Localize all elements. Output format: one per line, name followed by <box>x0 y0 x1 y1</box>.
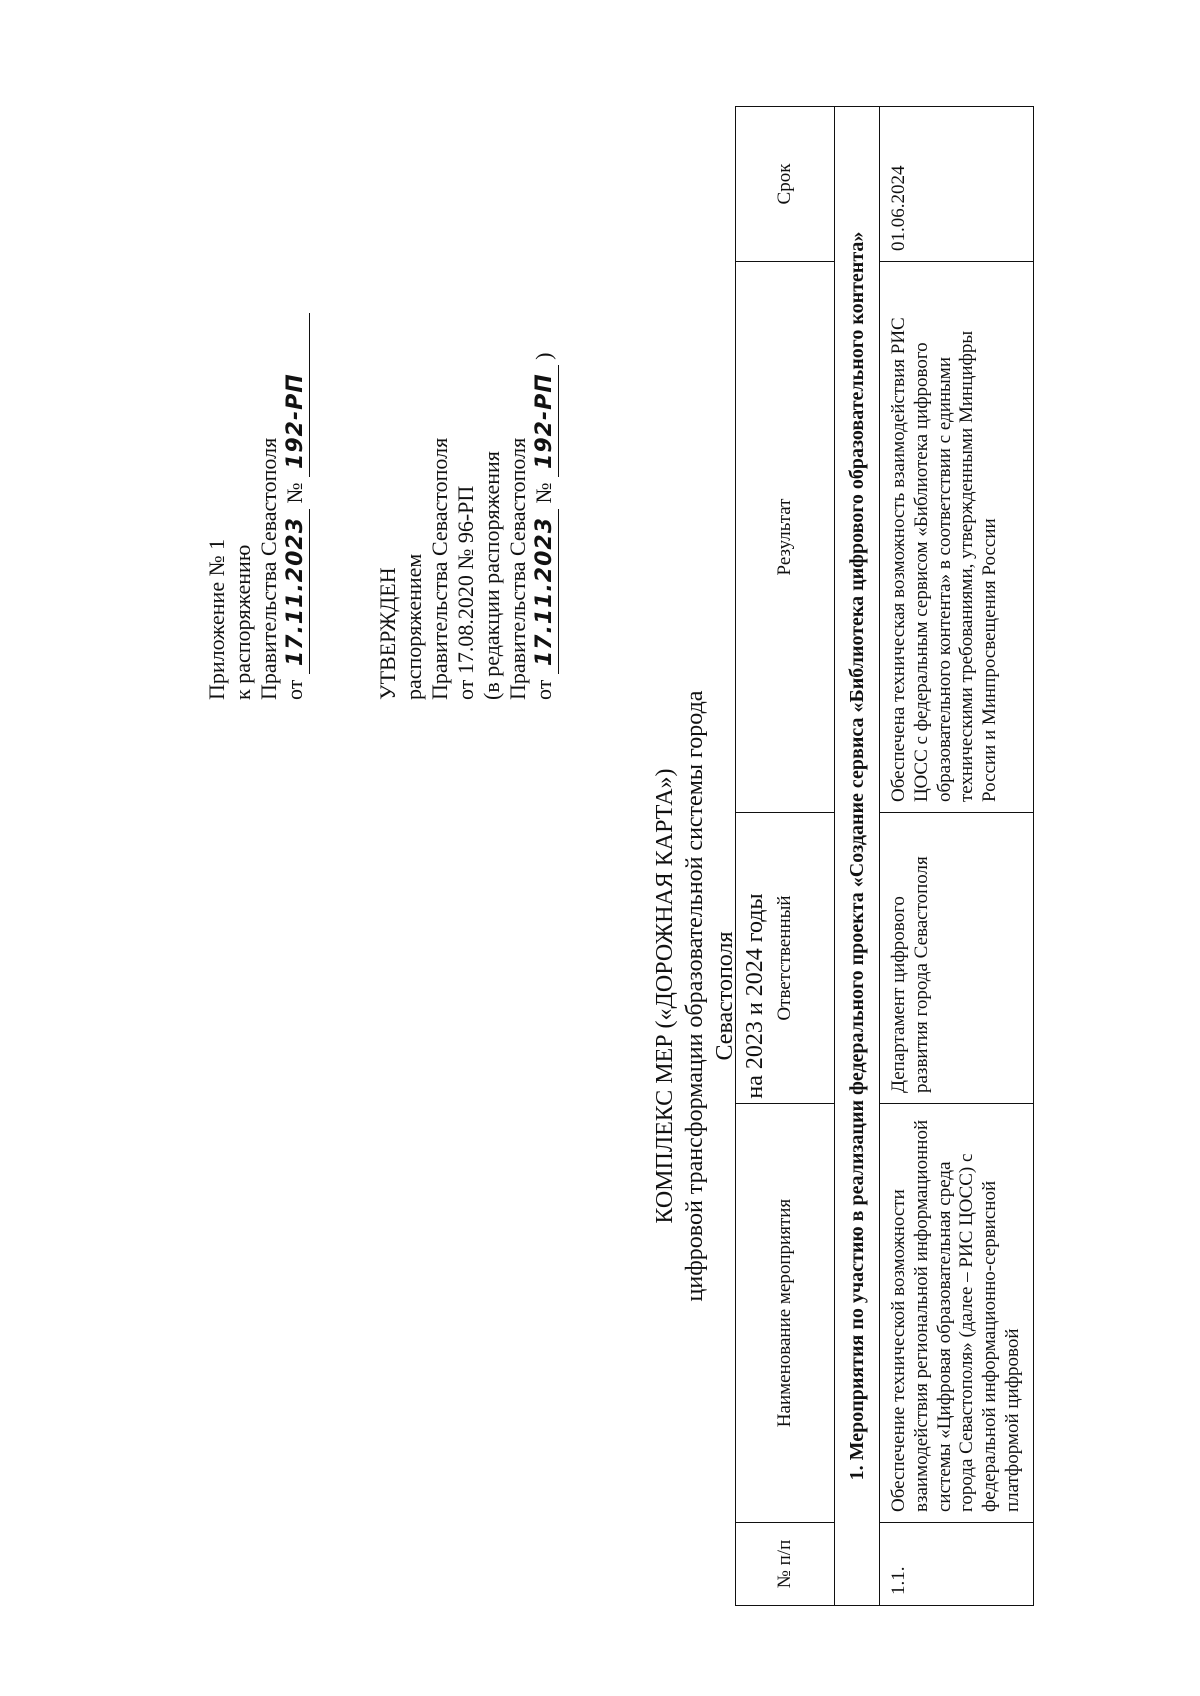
table-header-row <box>736 107 835 1606</box>
approval-line: распоряжением <box>400 553 426 700</box>
header-number: № п/п <box>736 1523 835 1606</box>
from-label: от <box>530 679 556 700</box>
roadmap-table <box>735 106 1034 1606</box>
appendix-block <box>204 313 310 700</box>
approval-line: УТВЕРЖДЕН <box>375 567 400 700</box>
approval-block <box>375 353 559 700</box>
approval-line: (в редакции распоряжения <box>478 451 504 700</box>
appendix-line: Приложение № 1 <box>204 538 229 700</box>
row-result: Обеспечена техническая возможность взаимодействия РИС ЦОСС с федеральным сервисом «Библиотека цифрового образовательного контента» в соответствии с едиными техническими требованиями, утвержденными Минцифры России и Минпросвещения России <box>880 262 1034 813</box>
number-label: № <box>530 482 556 504</box>
handwritten-date: 17.11.2023 <box>532 509 559 674</box>
section-row <box>835 107 880 1606</box>
title-line-2: цифровой трансформации образовательной системы города Севастополя <box>682 690 738 1302</box>
approval-line: Правительства Севастополя <box>426 437 452 700</box>
header-name: Наименование мероприятия <box>736 1104 835 1523</box>
row-responsible: Департамент цифрового развития города Севастополя <box>880 813 1034 1104</box>
number-label: № <box>281 482 307 504</box>
appendix-line: к распоряжению <box>229 544 255 700</box>
table-row <box>880 107 1034 1606</box>
row-number: 1.1. <box>880 1523 1034 1606</box>
section-heading: 1. Мероприятия по участию в реализации федерального проекта «Создание сервиса «Библиотека цифрового образовательного контента» <box>835 107 880 1606</box>
header-result: Результат <box>736 262 835 813</box>
row-name: Обеспечение технической возможности взаимодействия региональной информационной системы «Цифровая образовательная среда города Севастополя» (далее – РИС ЦОСС) с федеральной информационно-сервисной платформой цифровой <box>880 1104 1034 1523</box>
appendix-line: Правительства Севастополя <box>255 437 281 700</box>
title-line-1: КОМПЛЕКС МЕР («ДОРОЖНАЯ КАРТА») <box>652 768 678 1224</box>
handwritten-number: 192-РП <box>532 365 559 477</box>
title-line-3: на 2023 и 2024 годы <box>742 893 768 1099</box>
from-label: от <box>281 679 307 700</box>
handwritten-number: 192-РП <box>283 313 310 477</box>
row-deadline: 01.06.2024 <box>880 107 1034 262</box>
approval-line: Правительства Севастополя <box>504 437 530 700</box>
appendix-date-line <box>282 313 310 700</box>
handwritten-date: 17.11.2023 <box>283 509 310 674</box>
closing-parenthesis: ) <box>530 352 556 360</box>
approval-date-line <box>531 353 559 700</box>
header-responsible: Ответственный <box>736 813 835 1104</box>
approval-line: от 17.08.2020 № 96-РП <box>452 485 478 700</box>
header-deadline: Срок <box>736 107 835 262</box>
